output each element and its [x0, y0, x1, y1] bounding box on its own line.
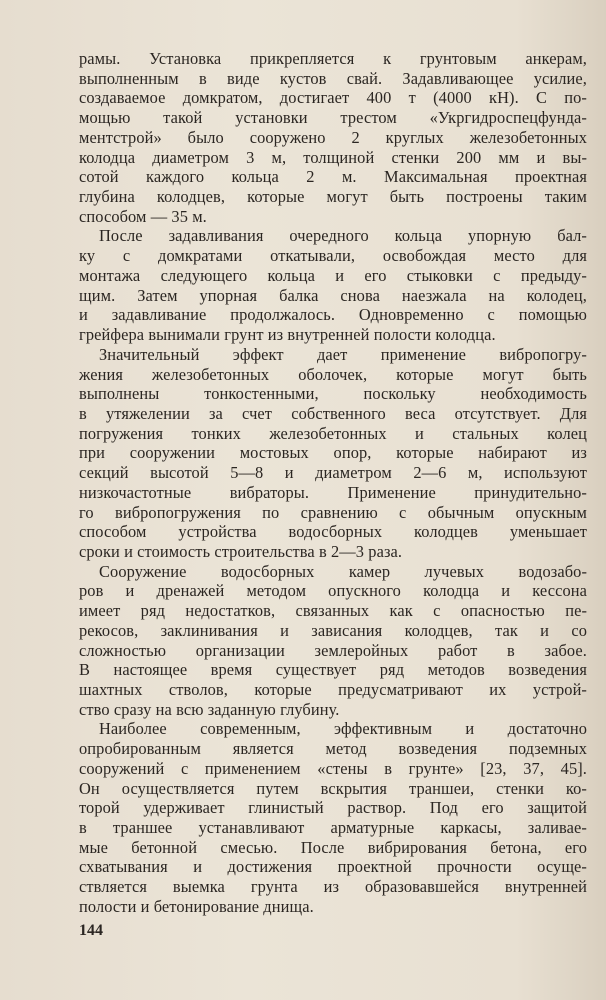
text-line: сложностью организации землеройных работ в забое. [79, 640, 587, 660]
text-line: После задавливания очередного кольца упорную бал- [99, 226, 587, 246]
text-line: полости и бетонирование днища. [79, 896, 314, 916]
text-line: опробированным является метод возведения подземных [79, 739, 587, 759]
paragraph [79, 49, 587, 226]
text-line: схватывания и достижения проектной прочности осуще- [79, 857, 587, 877]
text-line: сроки и стоимость строительства в 2—3 раза. [79, 541, 403, 561]
text-line: глубина колодцев, которые могут быть построены таким [79, 187, 587, 207]
text-line: В настоящее время существует ряд методов возведения [79, 660, 587, 680]
text-line: го вибропогружения по сравнению с обычным опускным [79, 502, 587, 522]
text-line: ствляется выемка грунта из образовавшейся внутренней [79, 877, 587, 897]
paragraph [79, 719, 587, 916]
text-line: грейфера вынимали грунт из внутренней полости колодца. [79, 325, 496, 345]
text-line: Сооружение водосборных камер лучевых водозабо- [99, 561, 587, 581]
text-line: Он осуществляется путем вскрытия траншеи, стенки ко- [79, 778, 587, 798]
text-line: ство сразу на всю заданную глубину. [79, 699, 340, 719]
text-line: шахтных стволов, которые предусматривают их устрой- [79, 680, 587, 699]
text-line: выполненным в виде кустов свай. Задавливающее усилие, [79, 68, 587, 88]
paragraph [79, 562, 587, 720]
paragraph [79, 226, 587, 344]
text-line: ров и дренажей методом опускного колодца и кессона [79, 581, 587, 601]
text-line: создаваемое домкратом, достигает 400 т (4000 кН). С по- [79, 88, 587, 108]
text-line: и задавливание продолжалось. Одновременно с помощью [79, 305, 587, 325]
text-line: имеет ряд недостатков, связанных как с опасностью пе- [79, 601, 587, 621]
text-line: выполнены тонкостенными, поскольку необходимость [79, 384, 587, 404]
text-line: погружения тонких железобетонных и стальных колец [79, 423, 587, 443]
body-text [79, 49, 587, 917]
text-line: колодца диаметром 3 м, толщиной стенки 200 мм и вы- [79, 147, 587, 167]
text-line: способом устройства водосборных колодцев уменьшает [79, 522, 587, 542]
text-line: Наиболее современным, эффективным и достаточно [99, 719, 587, 739]
page-number: 144 [79, 922, 103, 939]
text-line: низкочастотные вибраторы. Применение принудительно- [79, 482, 587, 502]
text-line: в траншее устанавливают арматурные каркасы, заливае- [79, 818, 587, 838]
text-line: жения железобетонных оболочек, которые могут быть [79, 364, 587, 384]
text-line: секций высотой 5—8 и диаметром 2—6 м, используют [79, 463, 587, 483]
paragraph [79, 345, 587, 562]
text-line: ментстрой» было сооружено 2 круглых железобетонных [79, 127, 587, 147]
text-line: способом — 35 м. [79, 206, 207, 226]
text-line: сотой каждого кольца 2 м. Максимальная проектная [79, 167, 587, 187]
text-line: торой удерживает глинистый раствор. Под его защитой [79, 798, 587, 818]
text-line: Значительный эффект дает применение вибропогру- [99, 344, 587, 364]
text-line: рамы. Установка прикрепляется к грунтовым анкерам, [79, 49, 587, 68]
text-line: сооружений с применением «стены в грунте» [23, 37, 45]. [79, 758, 587, 778]
text-line: ку с домкратами откатывали, освобождая место для [79, 246, 587, 266]
text-line: мые бетонной смесью. После вибрирования бетона, его [79, 837, 587, 857]
text-line: мощью такой установки трестом «Укргидроспецфунда- [79, 108, 587, 128]
text-line: в утяжелении за счет собственного веса отсутствует. Для [79, 403, 587, 423]
text-line: рекосов, заклинивания и зависания колодцев, так и со [79, 620, 587, 640]
text-line: при сооружении мостовых опор, которые набирают из [79, 443, 587, 463]
text-line: монтажа следующего кольца и его стыковки с предыду- [79, 265, 587, 285]
text-line: щим. Затем упорная балка снова наезжала на колодец, [79, 285, 587, 305]
